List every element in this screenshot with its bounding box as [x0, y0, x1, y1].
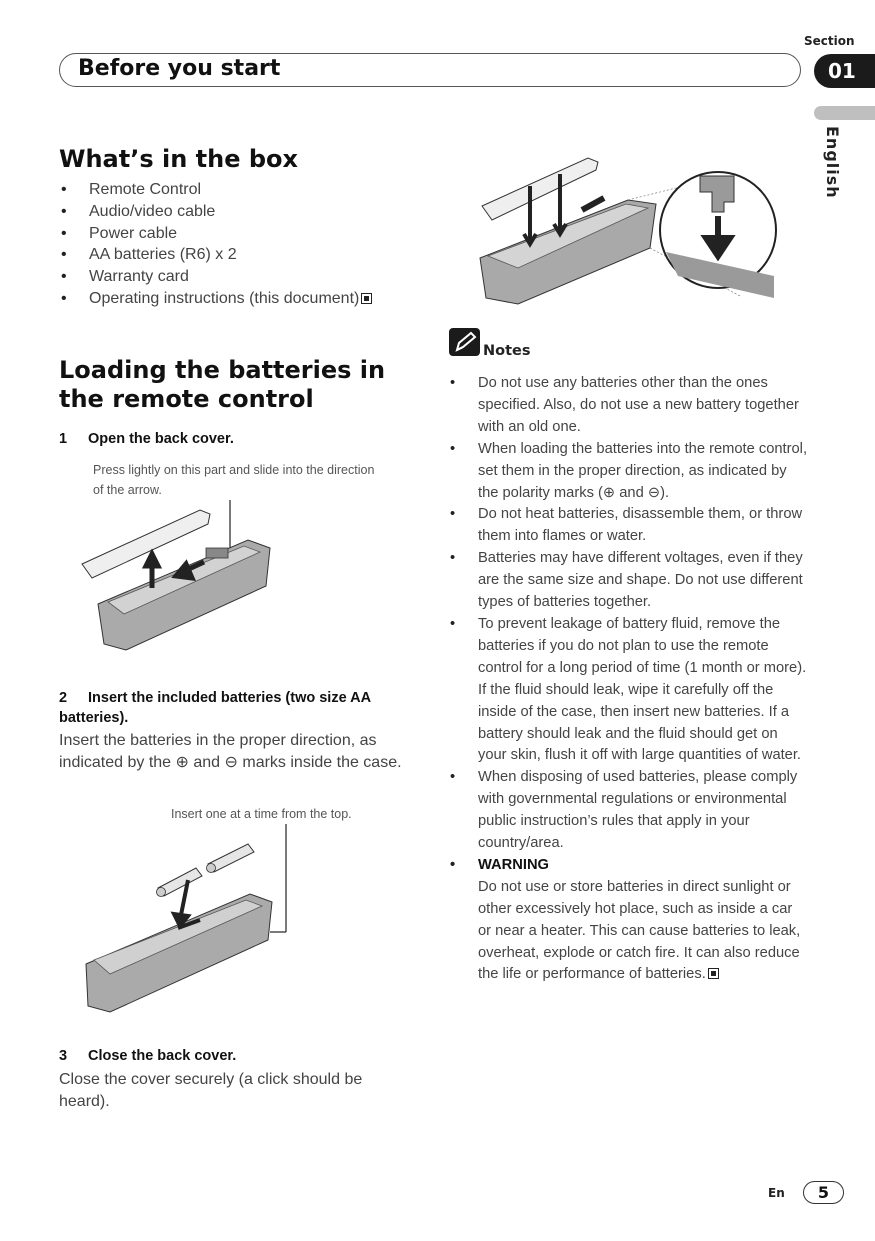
battery-shape — [157, 868, 203, 897]
open-cover-illustration — [80, 498, 280, 668]
list-item: • Do not heat batteries, disassemble them, or throw them into flames or water. — [449, 504, 809, 548]
step-2-caption: Insert one at a time from the top. — [171, 807, 352, 821]
list-item: • When loading the batteries into the remote control, set them in the proper direction, as indicated by the polarity marks (⊕ and ⊖). — [449, 439, 809, 505]
step-1-caption: Press lightly on this part and slide into the direction of the arrow. — [93, 463, 375, 497]
list-item: • Remote Control — [59, 179, 372, 201]
notes-title: Notes — [483, 343, 531, 359]
page-title: Before you start — [78, 56, 281, 81]
step-3-heading: 3 Close the back cover. — [59, 1048, 237, 1064]
back-cover-shape — [482, 158, 598, 220]
box-section-title: What’s in the box — [59, 145, 298, 173]
zoom-circle — [660, 172, 776, 298]
list-item: • AA batteries (R6) x 2 — [59, 244, 372, 266]
page-number: 5 — [803, 1181, 844, 1204]
footer-language: En — [768, 1186, 785, 1200]
notes-list — [449, 373, 809, 986]
section-number-badge: 01 — [814, 54, 875, 88]
notes-icon — [449, 328, 480, 356]
list-item: • Operating instructions (this document) — [59, 288, 372, 310]
end-mark-icon — [361, 293, 372, 304]
step-2-heading: 2 Insert the included batteries (two size AA batteries). — [59, 690, 371, 726]
step-3-body: Close the cover securely (a click should be heard). — [59, 1071, 363, 1110]
end-mark-icon — [708, 968, 719, 979]
warning-body: Do not use or store batteries in direct sunlight or other excessively hot place, such as inside a car or near a heater. This can cause batteries to leak, overheat, explode or catch fire. It can also reduce the life or performance of batteries. — [478, 878, 801, 983]
section-label: Section — [804, 34, 855, 48]
list-item: • Do not use any batteries other than the ones specified. Also, do not use a new battery together with an old one. — [449, 373, 809, 439]
battery-shape — [207, 844, 255, 873]
remote-close-cover-illustration — [478, 148, 778, 308]
list-item: • When disposing of used batteries, please comply with governmental regulations or environmental public instruction’s rules that apply in your country/area. — [449, 767, 809, 855]
remote-body-shape — [86, 894, 272, 1012]
loading-section-title: Loading the batteries in the remote control — [59, 356, 386, 413]
language-tab: English — [823, 126, 842, 199]
remote-body-shape — [480, 200, 656, 304]
step-2-body: Insert the batteries in the proper direction, as indicated by the ⊕ and ⊖ marks inside the case. — [59, 732, 402, 771]
box-contents-list — [59, 179, 372, 310]
list-item: • Batteries may have different voltages, even if they are the same size and shape. Do not use different types of batteries together. — [449, 548, 809, 614]
right-arrow-icon — [582, 198, 604, 210]
insert-batteries-illustration — [80, 822, 300, 1022]
list-item: • Power cable — [59, 223, 372, 245]
list-item: • To prevent leakage of battery fluid, remove the batteries if you do not plan to use the remote control for a long period of time (1 month or more). If the fluid should leak, wipe it carefully off the inside of the case, then insert new batteries. If a battery should leak and the fluid should get on your skin, flush it off with large quantities of water. — [449, 614, 809, 767]
side-tab-marker — [814, 106, 875, 120]
list-item: • Warranty card — [59, 266, 372, 288]
warning-title: • WARNING — [449, 855, 809, 877]
step-1-heading: 1 Open the back cover. — [59, 431, 234, 447]
list-item: • Audio/video cable — [59, 201, 372, 223]
